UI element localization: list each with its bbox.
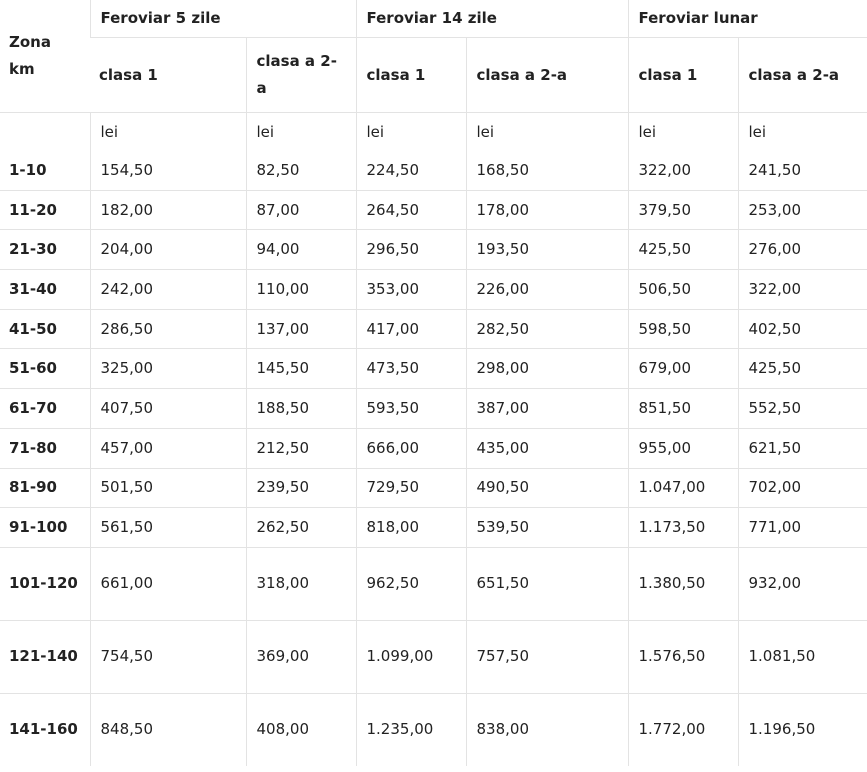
price-cell: 137,00 bbox=[246, 309, 356, 349]
zone-cell: 91-100 bbox=[0, 508, 90, 548]
price-cell: 241,50 bbox=[738, 151, 867, 190]
price-cell: 621,50 bbox=[738, 428, 867, 468]
unit-cell: lei bbox=[466, 113, 628, 152]
price-cell: 253,00 bbox=[738, 190, 867, 230]
price-cell: 262,50 bbox=[246, 508, 356, 548]
price-cell: 242,00 bbox=[90, 270, 246, 310]
price-cell: 425,50 bbox=[628, 230, 738, 270]
class-header: clasa a 2-a bbox=[246, 38, 356, 113]
price-cell: 501,50 bbox=[90, 468, 246, 508]
zone-header: Zona km bbox=[9, 33, 51, 78]
table-row bbox=[0, 389, 867, 429]
group-header-lunar: Feroviar lunar bbox=[628, 0, 867, 38]
price-cell: 239,50 bbox=[246, 468, 356, 508]
price-cell: 318,00 bbox=[246, 547, 356, 620]
price-cell: 82,50 bbox=[246, 151, 356, 190]
price-cell: 298,00 bbox=[466, 349, 628, 389]
price-cell: 369,00 bbox=[246, 620, 356, 693]
price-cell: 226,00 bbox=[466, 270, 628, 310]
price-cell: 506,50 bbox=[628, 270, 738, 310]
class-header: clasa a 2-a bbox=[738, 38, 867, 113]
price-cell: 425,50 bbox=[738, 349, 867, 389]
price-cell: 771,00 bbox=[738, 508, 867, 548]
price-cell: 188,50 bbox=[246, 389, 356, 429]
price-cell: 417,00 bbox=[356, 309, 466, 349]
price-cell: 1.196,50 bbox=[738, 693, 867, 766]
price-cell: 110,00 bbox=[246, 270, 356, 310]
group-header-5-zile: Feroviar 5 zile bbox=[90, 0, 356, 38]
price-cell: 282,50 bbox=[466, 309, 628, 349]
price-cell: 702,00 bbox=[738, 468, 867, 508]
table-row bbox=[0, 508, 867, 548]
price-cell: 154,50 bbox=[90, 151, 246, 190]
table-row bbox=[0, 468, 867, 508]
table-row bbox=[0, 547, 867, 620]
price-cell: 1.081,50 bbox=[738, 620, 867, 693]
zone-cell: 31-40 bbox=[0, 270, 90, 310]
price-cell: 94,00 bbox=[246, 230, 356, 270]
price-cell: 838,00 bbox=[466, 693, 628, 766]
class-header: clasa a 2-a bbox=[466, 38, 628, 113]
price-cell: 757,50 bbox=[466, 620, 628, 693]
header-row-units bbox=[0, 113, 867, 152]
price-cell: 962,50 bbox=[356, 547, 466, 620]
price-cell: 87,00 bbox=[246, 190, 356, 230]
price-cell: 1.772,00 bbox=[628, 693, 738, 766]
table-row bbox=[0, 349, 867, 389]
price-cell: 561,50 bbox=[90, 508, 246, 548]
table-row bbox=[0, 190, 867, 230]
zone-cell: 71-80 bbox=[0, 428, 90, 468]
price-cell: 754,50 bbox=[90, 620, 246, 693]
price-cell: 679,00 bbox=[628, 349, 738, 389]
price-cell: 729,50 bbox=[356, 468, 466, 508]
price-cell: 286,50 bbox=[90, 309, 246, 349]
price-cell: 490,50 bbox=[466, 468, 628, 508]
table-body bbox=[0, 151, 867, 766]
price-cell: 598,50 bbox=[628, 309, 738, 349]
price-cell: 407,50 bbox=[90, 389, 246, 429]
zone-cell: 1-10 bbox=[9, 160, 47, 179]
price-cell: 539,50 bbox=[466, 508, 628, 548]
unit-cell: lei bbox=[738, 113, 867, 152]
price-cell: 387,00 bbox=[466, 389, 628, 429]
price-cell: 168,50 bbox=[466, 151, 628, 190]
price-cell: 178,00 bbox=[466, 190, 628, 230]
table-row bbox=[0, 270, 867, 310]
unit-cell: lei bbox=[356, 113, 466, 152]
price-cell: 435,00 bbox=[466, 428, 628, 468]
price-cell: 325,00 bbox=[90, 349, 246, 389]
class-header: clasa 1 bbox=[628, 38, 738, 113]
table-row bbox=[0, 230, 867, 270]
price-cell: 1.380,50 bbox=[628, 547, 738, 620]
group-header-14-zile: Feroviar 14 zile bbox=[356, 0, 628, 38]
price-cell: 224,50 bbox=[356, 151, 466, 190]
table-row bbox=[0, 151, 867, 190]
unit-cell: lei bbox=[246, 113, 356, 152]
price-cell: 818,00 bbox=[356, 508, 466, 548]
price-cell: 932,00 bbox=[738, 547, 867, 620]
table-row bbox=[0, 693, 867, 766]
price-cell: 666,00 bbox=[356, 428, 466, 468]
unit-empty-cell bbox=[0, 113, 90, 152]
price-cell: 1.099,00 bbox=[356, 620, 466, 693]
price-cell: 457,00 bbox=[90, 428, 246, 468]
unit-cell: lei bbox=[628, 113, 738, 152]
price-cell: 552,50 bbox=[738, 389, 867, 429]
price-cell: 353,00 bbox=[356, 270, 466, 310]
price-cell: 296,50 bbox=[356, 230, 466, 270]
price-cell: 322,00 bbox=[628, 151, 738, 190]
class-header: clasa 1 bbox=[356, 38, 466, 113]
zone-cell: 101-120 bbox=[0, 547, 90, 620]
price-cell: 264,50 bbox=[356, 190, 466, 230]
zone-cell: 11-20 bbox=[0, 190, 90, 230]
zone-cell: 81-90 bbox=[0, 468, 90, 508]
zone-cell: 61-70 bbox=[0, 389, 90, 429]
price-cell: 402,50 bbox=[738, 309, 867, 349]
price-cell: 593,50 bbox=[356, 389, 466, 429]
price-cell: 379,50 bbox=[628, 190, 738, 230]
price-cell: 322,00 bbox=[738, 270, 867, 310]
unit-cell: lei bbox=[90, 113, 246, 152]
price-cell: 955,00 bbox=[628, 428, 738, 468]
price-cell: 651,50 bbox=[466, 547, 628, 620]
price-cell: 408,00 bbox=[246, 693, 356, 766]
price-cell: 661,00 bbox=[90, 547, 246, 620]
zone-cell: 41-50 bbox=[0, 309, 90, 349]
table-row bbox=[0, 620, 867, 693]
zone-cell: 141-160 bbox=[0, 693, 90, 766]
price-cell: 1.173,50 bbox=[628, 508, 738, 548]
header-row-groups bbox=[0, 0, 867, 38]
zone-cell: 21-30 bbox=[0, 230, 90, 270]
price-cell: 276,00 bbox=[738, 230, 867, 270]
table-row bbox=[0, 309, 867, 349]
header-row-classes bbox=[0, 38, 867, 113]
price-cell: 851,50 bbox=[628, 389, 738, 429]
price-cell: 1.576,50 bbox=[628, 620, 738, 693]
class-header: clasa 1 bbox=[90, 38, 246, 113]
zone-cell: 121-140 bbox=[0, 620, 90, 693]
price-cell: 212,50 bbox=[246, 428, 356, 468]
price-cell: 1.235,00 bbox=[356, 693, 466, 766]
price-cell: 848,50 bbox=[90, 693, 246, 766]
price-cell: 1.047,00 bbox=[628, 468, 738, 508]
price-cell: 193,50 bbox=[466, 230, 628, 270]
zone-cell: 51-60 bbox=[0, 349, 90, 389]
price-cell: 145,50 bbox=[246, 349, 356, 389]
table-row bbox=[0, 428, 867, 468]
price-cell: 473,50 bbox=[356, 349, 466, 389]
price-cell: 182,00 bbox=[90, 190, 246, 230]
price-cell: 204,00 bbox=[90, 230, 246, 270]
